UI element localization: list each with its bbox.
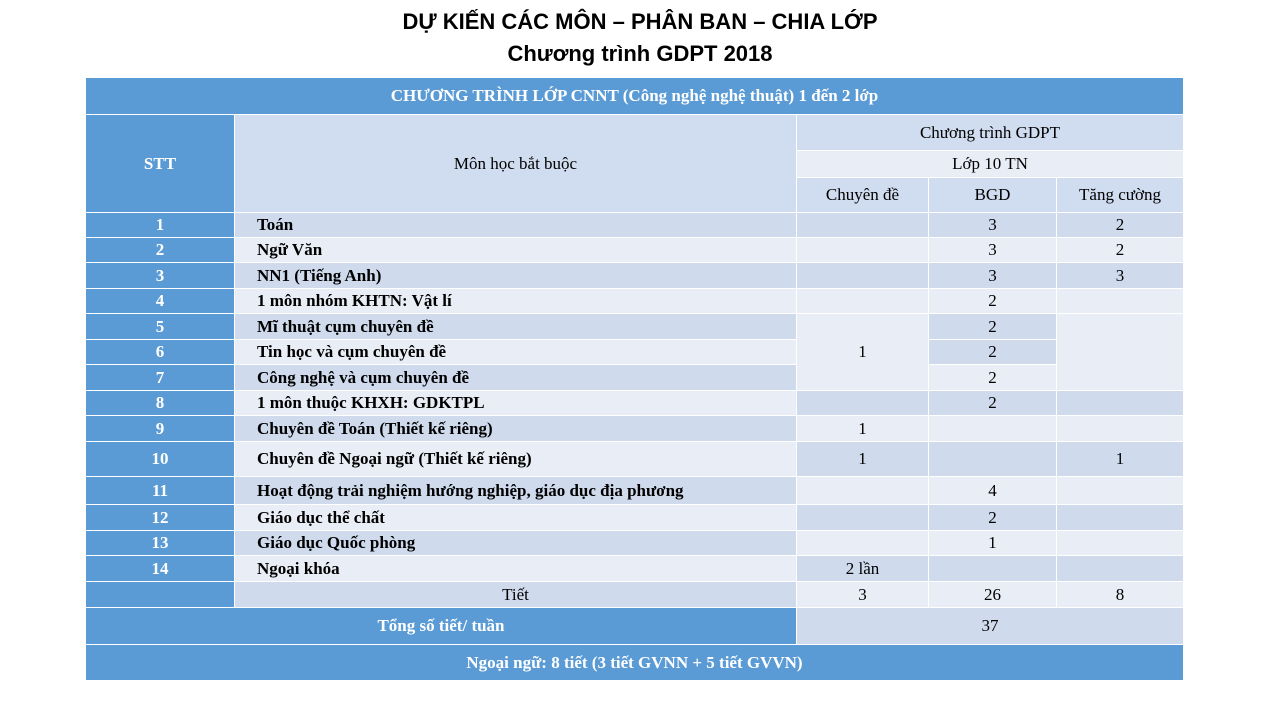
- row-stt: 9: [86, 416, 235, 442]
- row-subject: Toán: [235, 213, 797, 238]
- page-title: DỰ KIẾN CÁC MÔN – PHÂN BAN – CHIA LỚP: [402, 9, 878, 34]
- row-topic: [797, 531, 929, 556]
- row-stt: 10: [86, 442, 235, 477]
- table-banner: CHƯƠNG TRÌNH LỚP CNNT (Công nghệ nghệ thuật) 1 đến 2 lớp: [86, 78, 1184, 115]
- row-extra: 2: [1057, 213, 1184, 238]
- row-subject: Ngữ Văn: [235, 238, 797, 263]
- row-subject: Giáo dục thể chất: [235, 505, 797, 531]
- table-row: [86, 365, 1184, 391]
- row-bgd: 1: [929, 531, 1057, 556]
- row-topic: 2 lần: [797, 556, 929, 582]
- row-topic: [797, 505, 929, 531]
- row-topic: [797, 238, 929, 263]
- header-stt: STT: [86, 115, 235, 213]
- row-bgd: 3: [929, 238, 1057, 263]
- row-subject: Chuyên đề Ngoại ngữ (Thiết kế riêng): [235, 442, 797, 477]
- row-extra: 1: [1057, 442, 1184, 477]
- row-subject: 1 môn thuộc KHXH: GDKTPL: [235, 391, 797, 416]
- row-topic: [797, 213, 929, 238]
- total-label: Tổng số tiết/ tuần: [86, 608, 797, 645]
- row-bgd: 2: [929, 340, 1057, 365]
- row-bgd: 3: [929, 263, 1057, 289]
- row-bgd: [929, 556, 1057, 582]
- header-bgd: BGD: [929, 178, 1057, 213]
- table-row: [86, 314, 1184, 340]
- row-extra: 3: [1057, 263, 1184, 289]
- row-topic: [797, 391, 929, 416]
- row-topic: [797, 289, 929, 314]
- row-extra: 2: [1057, 238, 1184, 263]
- row-bgd: [929, 442, 1057, 477]
- table-row: [86, 505, 1184, 531]
- row-subject: Tin học và cụm chuyên đề: [235, 340, 797, 365]
- total-row: [86, 608, 1184, 645]
- row-bgd: 4: [929, 477, 1057, 505]
- row-extra: [1057, 289, 1184, 314]
- tiet-row: [86, 582, 1184, 608]
- row-stt: 4: [86, 289, 235, 314]
- row-subject: Mĩ thuật cụm chuyên đề: [235, 314, 797, 340]
- header-topic: Chuyên đề: [797, 178, 929, 213]
- header-grade: Lớp 10 TN: [797, 151, 1184, 178]
- header-extra: Tăng cường: [1057, 178, 1184, 213]
- tiet-extra: 8: [1057, 582, 1184, 608]
- table-row: [86, 391, 1184, 416]
- row-stt: 1: [86, 213, 235, 238]
- row-stt: 5: [86, 314, 235, 340]
- table-row: [86, 289, 1184, 314]
- page-subtitle: Chương trình GDPT 2018: [507, 41, 773, 66]
- tiet-topic: 3: [797, 582, 929, 608]
- row-topic: [797, 263, 929, 289]
- row-extra: [1057, 505, 1184, 531]
- row-topic: 1: [797, 416, 929, 442]
- table-row: [86, 416, 1184, 442]
- row-stt: 11: [86, 477, 235, 505]
- row-stt: 13: [86, 531, 235, 556]
- row-subject: NN1 (Tiếng Anh): [235, 263, 797, 289]
- row-extra: [1057, 416, 1184, 442]
- row-subject: Giáo dục Quốc phòng: [235, 531, 797, 556]
- row-extra: [1057, 531, 1184, 556]
- row-bgd: 2: [929, 365, 1057, 391]
- row-stt: 7: [86, 365, 235, 391]
- row-bgd: 2: [929, 505, 1057, 531]
- table-row: [86, 340, 1184, 365]
- table-row: [86, 477, 1184, 505]
- tiet-label: Tiết: [235, 582, 797, 608]
- table-row: [86, 531, 1184, 556]
- row-stt: 12: [86, 505, 235, 531]
- tiet-bgd: 26: [929, 582, 1057, 608]
- row-bgd: 2: [929, 391, 1057, 416]
- table-row: [86, 556, 1184, 582]
- table-row: [86, 213, 1184, 238]
- curriculum-table: [85, 77, 1184, 681]
- row-subject: Hoạt động trải nghiệm hướng nghiệp, giáo dục địa phương: [235, 477, 797, 505]
- row-extra: [1057, 556, 1184, 582]
- row-stt: 3: [86, 263, 235, 289]
- row-bgd: 3: [929, 213, 1057, 238]
- row-bgd: 2: [929, 289, 1057, 314]
- row-extra: [1057, 477, 1184, 505]
- row-stt: 8: [86, 391, 235, 416]
- row-topic-merged: 1: [797, 314, 929, 391]
- header-subject: Môn học bắt buộc: [235, 115, 797, 213]
- row-bgd: [929, 416, 1057, 442]
- row-subject: 1 môn nhóm KHTN: Vật lí: [235, 289, 797, 314]
- row-subject: Ngoại khóa: [235, 556, 797, 582]
- table-footer: Ngoại ngữ: 8 tiết (3 tiết GVNN + 5 tiết GVVN): [86, 645, 1184, 681]
- row-extra-merged: [1057, 314, 1184, 391]
- table-row: [86, 263, 1184, 289]
- row-subject: Chuyên đề Toán (Thiết kế riêng): [235, 416, 797, 442]
- row-bgd: 2: [929, 314, 1057, 340]
- row-subject: Công nghệ và cụm chuyên đề: [235, 365, 797, 391]
- row-extra: [1057, 391, 1184, 416]
- row-topic: [797, 477, 929, 505]
- row-stt: 6: [86, 340, 235, 365]
- row-topic: 1: [797, 442, 929, 477]
- total-value: 37: [797, 608, 1184, 645]
- table-row: [86, 238, 1184, 263]
- tiet-stt-cell: [86, 582, 235, 608]
- row-stt: 14: [86, 556, 235, 582]
- row-stt: 2: [86, 238, 235, 263]
- header-program: Chương trình GDPT: [797, 115, 1184, 151]
- table-row: [86, 442, 1184, 477]
